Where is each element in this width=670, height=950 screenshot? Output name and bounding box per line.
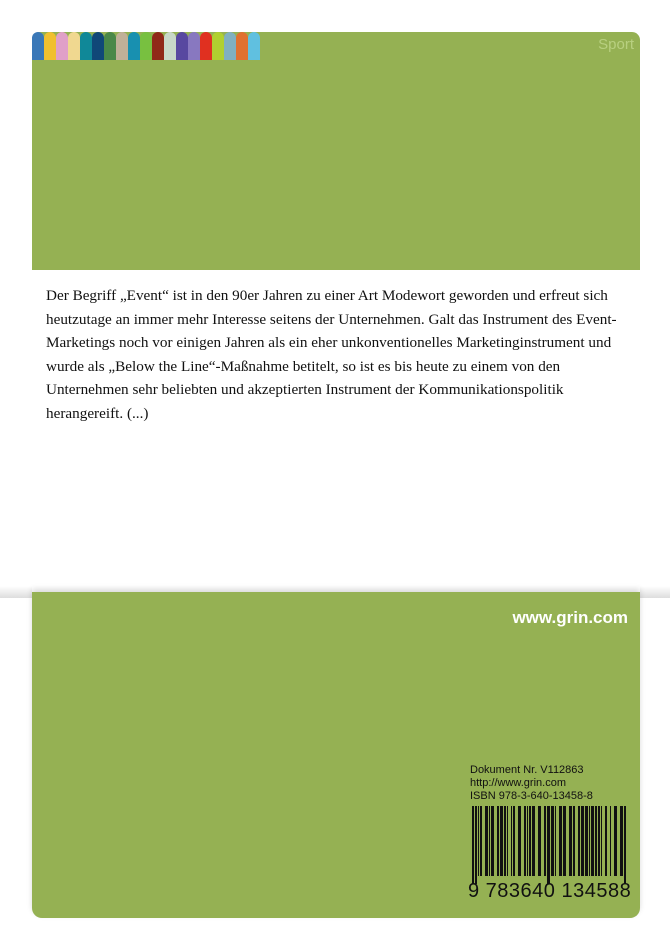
color-tabs (32, 32, 260, 60)
publisher-website: www.grin.com (512, 608, 628, 627)
barcode-bar (475, 806, 477, 884)
color-tab (248, 32, 260, 60)
barcode (470, 806, 630, 884)
barcode-bar (491, 806, 494, 876)
barcode-bar (620, 806, 623, 876)
color-tab (104, 32, 116, 60)
barcode-bar (573, 806, 575, 876)
barcode-bar (555, 806, 556, 876)
barcode-bar (581, 806, 584, 876)
barcode-bar (497, 806, 499, 876)
barcode-bar (569, 806, 572, 876)
barcode-bar (585, 806, 588, 876)
barcode-number: 9 783640 134588 (468, 880, 632, 902)
barcode-bar (507, 806, 508, 876)
color-tab (224, 32, 236, 60)
blurb-panel (32, 270, 640, 592)
color-tab (200, 32, 212, 60)
color-tab (128, 32, 140, 60)
barcode-bar (578, 806, 580, 876)
barcode-bar (624, 806, 626, 884)
barcode-bar (513, 806, 515, 876)
barcode-bar (472, 806, 474, 884)
color-tab (152, 32, 164, 60)
color-tab (68, 32, 80, 60)
color-tab (116, 32, 128, 60)
color-tab (92, 32, 104, 60)
color-tab (176, 32, 188, 60)
barcode-bar (489, 806, 490, 876)
barcode-bar (524, 806, 526, 876)
color-tab (236, 32, 248, 60)
document-info (470, 764, 593, 803)
cover-bottom-panel (32, 592, 640, 918)
barcode-bar (504, 806, 506, 876)
barcode-bar (559, 806, 562, 876)
barcode-bar (511, 806, 512, 876)
barcode-bar (563, 806, 566, 876)
color-tab (44, 32, 56, 60)
barcode-bar (551, 806, 554, 876)
barcode-bar (591, 806, 594, 876)
color-tab (140, 32, 152, 60)
document-url: http://www.grin.com (470, 777, 566, 789)
color-tab (80, 32, 92, 60)
barcode-bar (589, 806, 590, 876)
barcode-bar (544, 806, 546, 876)
barcode-bar (518, 806, 521, 876)
barcode-bar (529, 806, 531, 876)
color-tab (188, 32, 200, 60)
barcode-bar (538, 806, 541, 876)
color-tab (164, 32, 176, 60)
document-number: Dokument Nr. V112863 (470, 764, 584, 776)
barcode-bar (595, 806, 597, 876)
blurb-text: Der Begriff „Event“ ist in den 90er Jahren zu einer Art Modewort geworden und erfreut sich heutzutage an immer mehr Interesse seitens der Unternehmen. Galt das Instrument des Event-Marketings noch vor einigen Jahren als ein eher unkonventionelles Marketinginstrument und wurde als „Below the Line“-Maßnahme betitelt, so ist es bis heute zu einem von den Unternehmen sehr beliebten und akzeptierten Instrument der Kommunikationspolitik herangereift. (...) (46, 287, 617, 422)
barcode-bar (601, 806, 602, 876)
color-tab (32, 32, 44, 60)
category-label: Sport (598, 36, 634, 53)
barcode-bar (605, 806, 607, 876)
barcode-bar (480, 806, 482, 876)
barcode-bar (500, 806, 503, 876)
barcode-bar (614, 806, 617, 876)
barcode-bar (527, 806, 528, 876)
color-tab (56, 32, 68, 60)
barcode-bar (598, 806, 600, 876)
barcode-bar (532, 806, 535, 876)
barcode-bar (547, 806, 550, 884)
barcode-bar (610, 806, 611, 876)
isbn: ISBN 978-3-640-13458-8 (470, 790, 593, 802)
cover-top-panel (32, 32, 640, 270)
barcode-bar (485, 806, 488, 876)
barcode-bar (478, 806, 479, 876)
color-tab (212, 32, 224, 60)
